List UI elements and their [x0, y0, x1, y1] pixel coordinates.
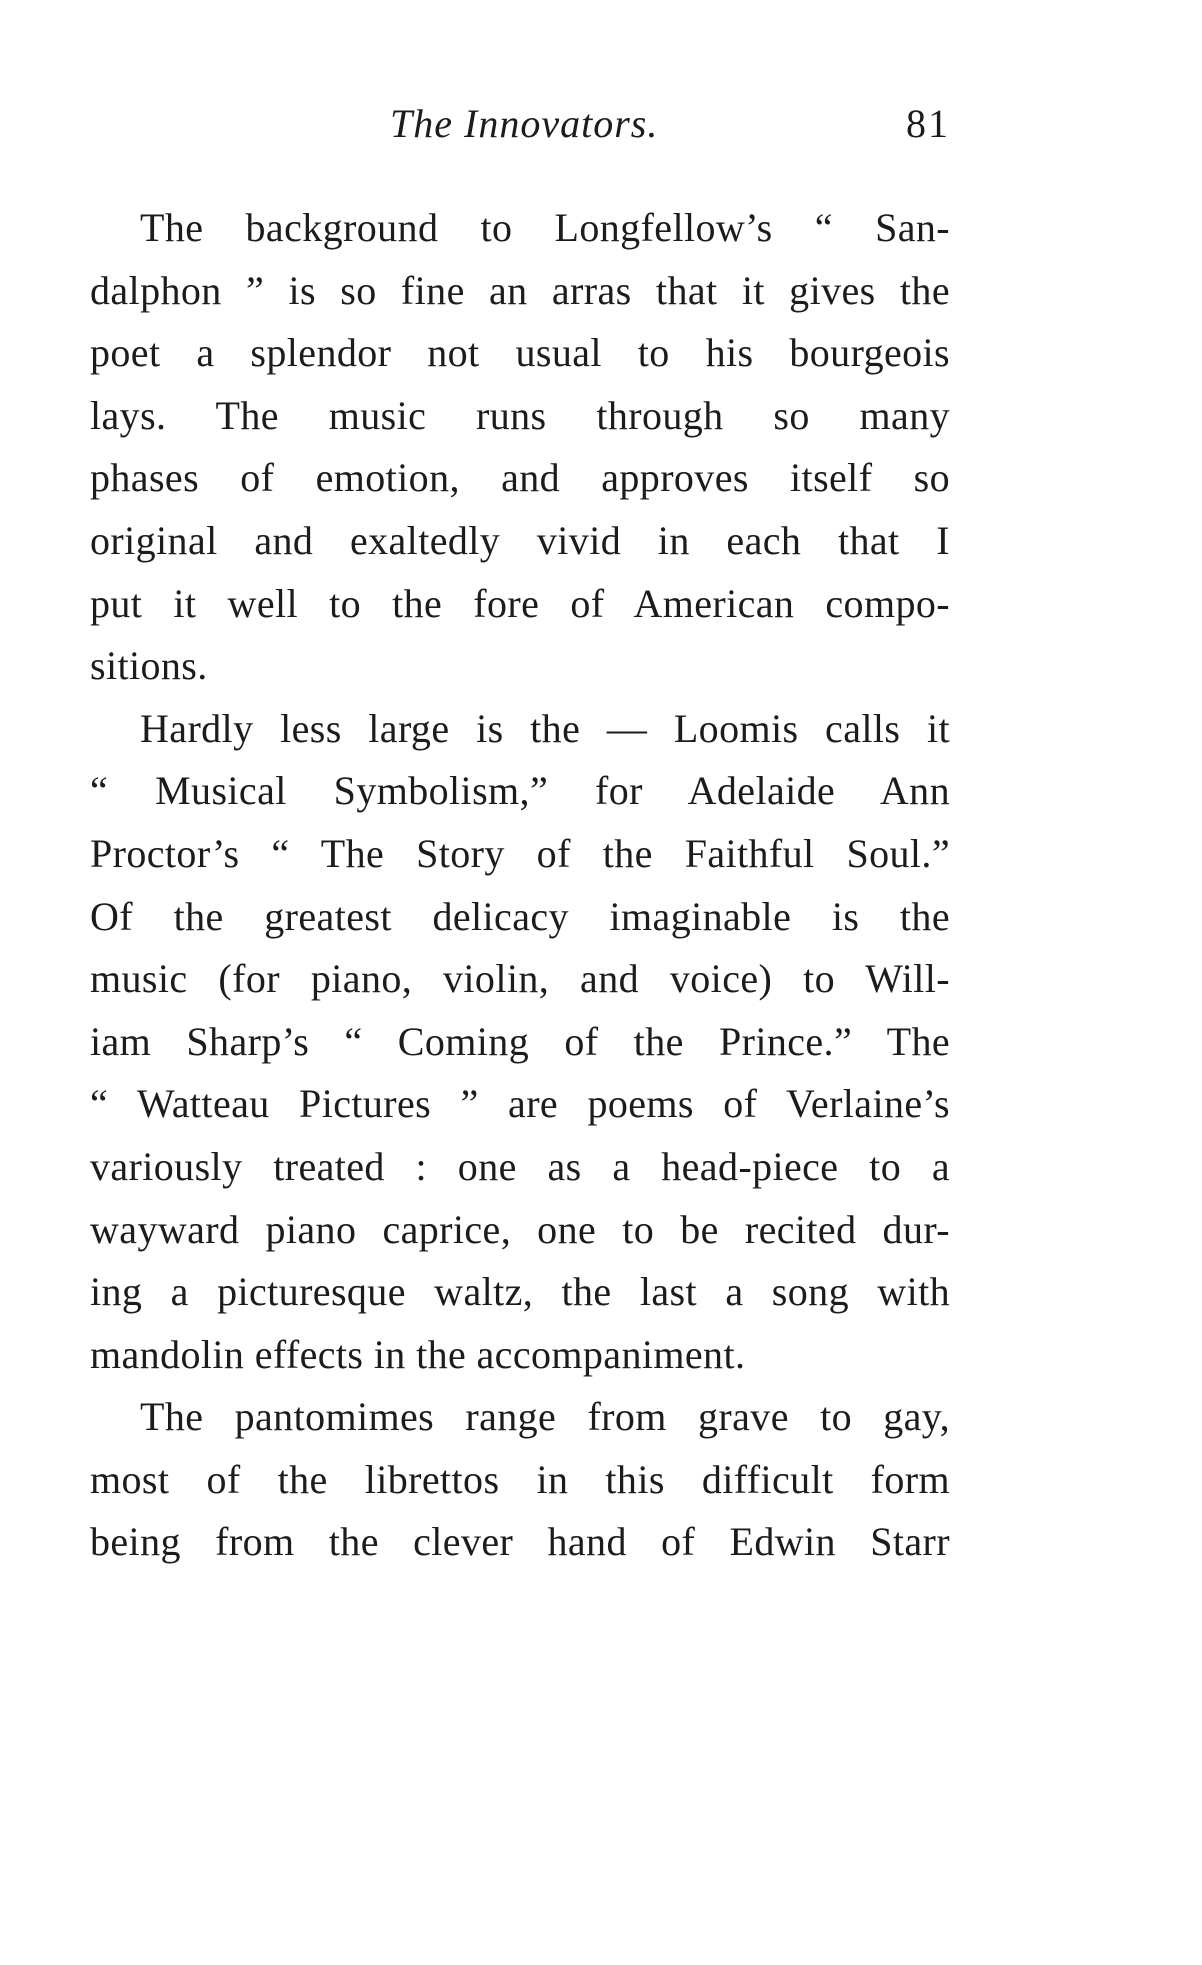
text-line: mandolin effects in the accompaniment.: [90, 1331, 746, 1377]
text-line: ing a picturesque waltz, the last a song with: [90, 1269, 950, 1315]
text-line: Of the greatest delicacy imaginable is the: [90, 893, 950, 939]
text-line: being from the clever hand of Edwin Starr: [90, 1519, 950, 1565]
text-line: lays. The music runs through so many: [90, 392, 950, 438]
paragraph-2: [90, 698, 950, 1387]
text-line: wayward piano caprice, one to be recited dur-: [90, 1206, 950, 1252]
body-text: [90, 197, 950, 1574]
text-line: phases of emotion, and approves itself so: [90, 455, 950, 501]
paragraph-3: [90, 1386, 950, 1574]
paragraph-1: [90, 197, 950, 698]
text-line: poet a splendor not usual to his bourgeois: [90, 330, 950, 376]
text-line: music (for piano, violin, and voice) to Will-: [90, 956, 950, 1002]
text-line: sitions.: [90, 643, 208, 689]
running-head: [90, 100, 950, 160]
text-line: put it well to the fore of American compo-: [90, 580, 950, 626]
text-line: “ Watteau Pictures ” are poems of Verlaine’s: [90, 1081, 950, 1127]
text-line: iam Sharp’s “ Coming of the Prince.” The: [90, 1018, 950, 1064]
text-line: The pantomimes range from grave to gay,: [140, 1394, 950, 1440]
text-line: most of the librettos in this difficult form: [90, 1456, 950, 1502]
text-line: The background to Longfellow’s “ San-: [140, 205, 950, 250]
text-line: “ Musical Symbolism,” for Adelaide Ann: [90, 768, 950, 814]
text-line: original and exaltedly vivid in each that I: [90, 517, 950, 563]
page-number: 81: [906, 101, 950, 146]
text-line: variously treated : one as a head-piece to a: [90, 1143, 950, 1189]
text-line: dalphon ” is so fine an arras that it gives the: [90, 267, 950, 313]
text-line: Proctor’s “ The Story of the Faithful Soul.”: [90, 830, 950, 876]
running-head-title: The Innovators.: [390, 101, 659, 146]
text-line: Hardly less large is the — Loomis calls it: [140, 705, 950, 751]
